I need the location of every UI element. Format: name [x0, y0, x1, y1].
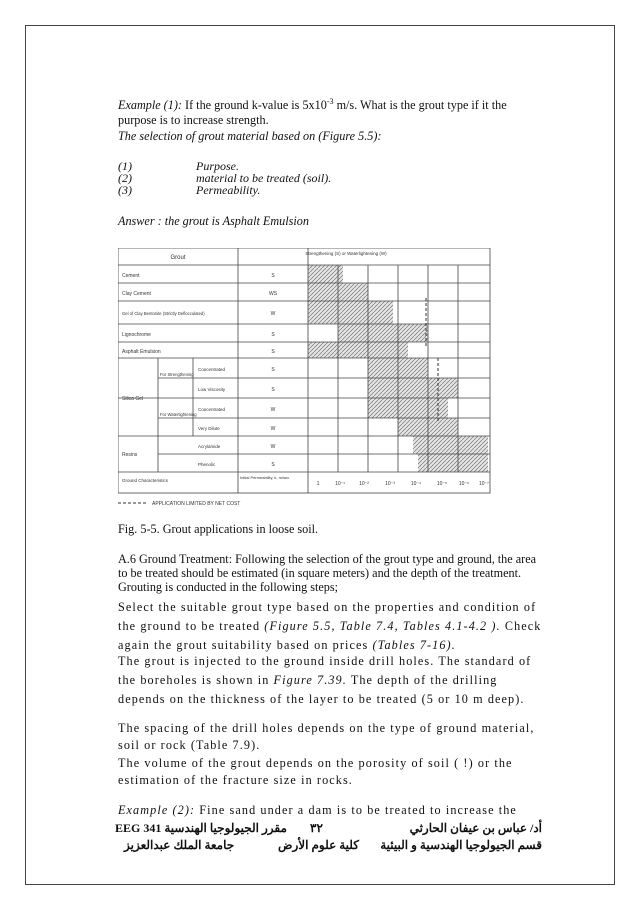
group-label-for-strengthening: For Strengthening: [160, 372, 194, 377]
page-footer: [115, 821, 542, 861]
example2-paragraph: [118, 803, 542, 818]
spacing-paragraph: The spacing of the drill holes depends on the type of ground material, soil or rock (Table 7.9).: [118, 721, 535, 752]
example1-text-a: If the ground k-value is 5x10: [181, 98, 327, 112]
list-item: [118, 172, 542, 184]
tick-label: 10⁻¹: [335, 481, 345, 487]
purpose-cell: S: [271, 273, 275, 279]
list-item: [118, 184, 542, 196]
selection-line: The selection of grout material based on (Figure 5.5):: [118, 129, 382, 143]
group-label-silica-gel: Silica Gel: [122, 396, 144, 402]
row-label-ground-char: Ground Characteristics: [122, 478, 169, 483]
list-item-num: (1): [118, 159, 132, 173]
step1-ref2: (Tables 7-16).: [372, 638, 456, 652]
tick-label: 10⁻⁷: [478, 481, 490, 487]
list-item-num: (2): [118, 171, 132, 185]
list-item-text: Purpose.: [196, 159, 239, 173]
grout-figure: [118, 248, 506, 510]
example1-exponent: -3: [326, 96, 334, 106]
step1-ref: (Figure 5.5, Table 7.4, Tables 4.1-4.2 ).: [264, 619, 501, 633]
legend-text: APPLICATION LIMITED BY NET COST: [152, 501, 241, 507]
step1-text-b: Check again the grout suitability based on prices: [118, 619, 542, 652]
footer-author: أد/ عباس بن عيفان الحارثي: [409, 821, 542, 835]
example1-paragraph: [118, 98, 542, 128]
tick-label: 10⁻⁵: [436, 481, 448, 487]
bar-acrylamide: [413, 436, 488, 454]
tick-label: 10⁻⁶: [458, 481, 470, 487]
purpose-cell: S: [271, 332, 275, 338]
header-grout: Grout: [170, 255, 186, 261]
row-label-asphalt: Asphalt Emulsion: [122, 349, 161, 355]
row-label-concentrated-s: Concentrated: [198, 367, 226, 372]
row-label-lignochrome: Lignochrome: [122, 332, 151, 338]
tick-label: 10⁻²: [359, 481, 369, 487]
list-item-num: (3): [118, 183, 132, 197]
bar-asphalt-emulsion: [308, 342, 408, 358]
list-item-text: material to be treated (soil).: [196, 171, 332, 185]
example1-text-b: m/s. What is the grout type if it the purpose is to increase strength.: [118, 98, 507, 127]
step2-text-a: The grout is injected to the ground inside drill holes. The standard of the boreholes is shown in: [118, 654, 532, 687]
tick-label: 10⁻⁴: [410, 481, 422, 487]
step2-paragraph: [118, 652, 542, 709]
grout-figure-svg: [118, 248, 506, 510]
bar-phenolic: [418, 454, 488, 472]
purpose-cell: WS: [268, 291, 278, 297]
answer-line: Answer : the grout is Asphalt Emulsion: [118, 214, 309, 228]
header-purpose: Strengthening (S) or Waterlightening (W): [305, 251, 387, 256]
a6-intro: A.6 Ground Treatment: Following the selection of the grout type and ground, the area to be treated should be estimated (in square meters) and the depth of the treatment. Grouting is conducted in the following steps;: [118, 552, 537, 594]
row-label-cement: Cement: [122, 273, 140, 279]
row-label-concentrated-w: Concentrated: [198, 407, 226, 412]
purpose-cell: S: [271, 367, 275, 373]
step2-text-b: The depth of the drilling depends on the thickness of the layer to be treated (5 or 10 m deep).: [118, 673, 525, 706]
row-label-phenolic: Phenolic: [198, 462, 216, 467]
bar-silica-low-viscosity: [368, 378, 458, 398]
row-label-clay-cement: Clay Cement: [122, 291, 151, 297]
figure-caption: Fig. 5-5. Grout applications in loose soil.: [118, 522, 319, 536]
step1-text-a: Select the suitable grout type based on the properties and condition of the ground to be treated: [118, 600, 537, 633]
row-label-low-viscosity: Low Viscosity: [198, 387, 226, 392]
row-label-acrylamide: Acrylamide: [198, 444, 221, 449]
purpose-cell: W: [270, 407, 276, 413]
group-label-resins: Resins: [122, 452, 138, 458]
purpose-cell: W: [270, 311, 276, 317]
footer-faculty: كلية علوم الأرض: [278, 838, 359, 852]
group-label-for-watertightening: For Watertightening: [160, 412, 197, 417]
bar-gel-clay: [308, 301, 393, 324]
criteria-list: [118, 160, 542, 196]
purpose-cell: S: [271, 349, 275, 355]
example2-label: Example (2):: [118, 803, 196, 817]
bar-lignochrome: [338, 324, 428, 342]
footer-page-number: ٣٢: [310, 821, 323, 835]
list-item-text: Permeability.: [196, 183, 261, 197]
bar-silica-concentrated-w: [368, 398, 448, 418]
volume-paragraph: The volume of the grout depends on the porosity of soil ( !) or the estimation of the fracture size in rocks.: [118, 756, 513, 787]
example2-text: Fine sand under a dam is to be treated to increase the: [195, 803, 517, 817]
tick-label: 10⁻³: [385, 481, 395, 487]
row-label-very-dilute: Very Dilute: [198, 426, 220, 431]
example1-label: Example (1):: [118, 98, 182, 112]
purpose-cell: W: [270, 444, 276, 450]
step1-paragraph: [118, 598, 542, 655]
row-label-initial-perm: Initial Permeability, k, m/sec: [240, 475, 290, 480]
footer-university: جامعة الملك عبدالعزيز: [124, 838, 235, 852]
row-label-gel-clay: Gel of Clay Bentonite (Strictly Deflocculated): [122, 311, 205, 316]
step2-ref: Figure 7.39.: [273, 673, 347, 687]
footer-department: قسم الجيولوجيا الهندسية و البيئية: [380, 838, 542, 852]
purpose-cell: S: [271, 387, 275, 393]
footer-course: EEG 341 مقرر الجيولوجيا الهندسية: [115, 821, 287, 835]
purpose-cell: W: [270, 426, 276, 432]
tick-label: 1: [316, 481, 320, 487]
purpose-cell: S: [271, 462, 275, 468]
